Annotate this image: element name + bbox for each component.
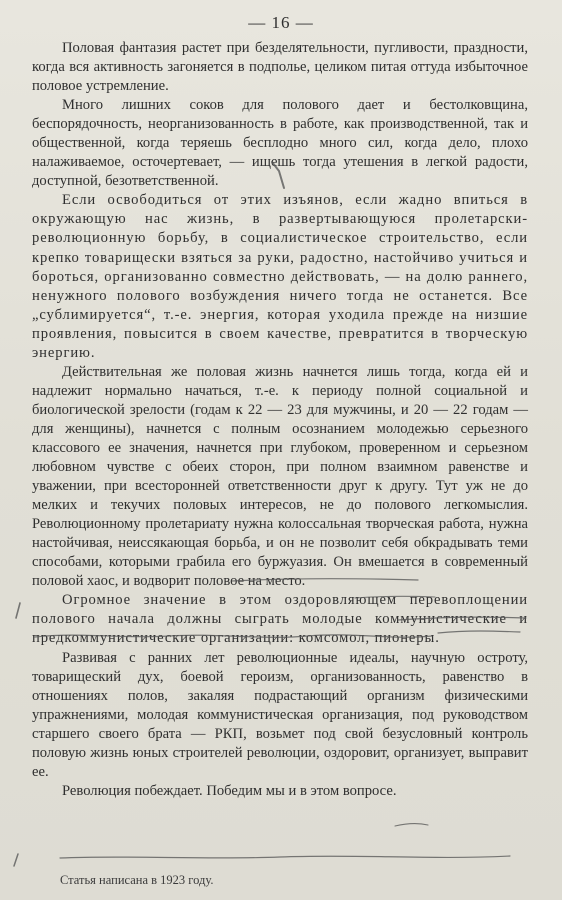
- page-number: — 16 —: [248, 13, 314, 32]
- paragraph-3: Если освободиться от этих изъянов, если жадно впиться в окружающую нас жизнь, в развертывающуюся пролетарски-революционную борьбу, в социалистическое строительство, если крепко товарищески взяться за руки, радостно, настойчиво учиться и бороться, организованно совместно действовать, — на долю раннего, ненужного полового возбуждения ничего тогда не останется. Все „сублимируется“, т.-е. энергия, которая уходила прежде на низшие проявления, повысится в своем качестве, превратится в творческую энергию.: [32, 192, 528, 361]
- margin-mark: [16, 603, 20, 618]
- body-text: [32, 39, 528, 801]
- paragraph-1: Половая фантазия растет при безделятельности, пугливости, праздности, когда вся активность загоняется в подполье, целиком питая оттуда избыточное половое устремление.: [32, 40, 528, 95]
- paragraph-7: Революция побеждает. Победим мы и в этом вопросе.: [62, 782, 397, 799]
- underline-control: [395, 824, 428, 826]
- paragraph-5: Огромное значение в этом оздоровляющем перевоплощении полового начала должны сыграть молодые коммунистические и предкоммунистические организации: комсомол, пионеры.: [32, 592, 528, 647]
- paragraph-4: Действительная же половая жизнь начнется лишь тогда, когда ей и надлежит нормально начаться, т.-е. к периоду полной социальной и биологической зрелости (годам к 22 — 23 для мужчины, и 20 — 22 годам — для женщины), начнется с полным осознанием молодежью серьезного классового ее значения, начнется при глубоком, проверенном и серьезном любовном чувстве с обеих сторон, при полном взаимном равенстве и уважении, при всесторонней ответственности друг к другу. Тут уж не до мелких и текучих половых интересов, не до полового легкомыслия. Революционному пролетариату нужна колоссальная творческая работа, нужна настойчивая, неиссякающая борьба, и он не позволит себя обкрадывать теми способами, которыми грабила его буржуазия. Он вмешается в современный половой хаос, и водворит половое на место.: [32, 363, 528, 590]
- wavy-underline-victory: [60, 856, 510, 858]
- margin-mark-bottom: [14, 854, 18, 866]
- footnote: Статья написана в 1923 году.: [60, 873, 214, 887]
- paragraph-2: Много лишних соков для полового дает и бестолковщина, беспорядочность, неорганизованность в работе, как производственной, так и общественной, когда теряешь бесплодно много сил, когда дело, плохо налаживаемое, осточертевает, — ищешь тогда утешения в легкой радости, доступной, безответственной.: [32, 97, 528, 190]
- paragraph-6: Развивая с ранних лет революционные идеалы, научную остроту, товарищеский дух, боевой героизм, организованность, равенство в отношениях полов, закаляя подрастающий организм физическими упражнениями, молодая коммунистическая организация, под руководством старшего своего брата — РКП, возьмет под свой безусловный контроль половую жизнь юных строителей революции, оздоровит, организует, выправит ее.: [32, 649, 528, 780]
